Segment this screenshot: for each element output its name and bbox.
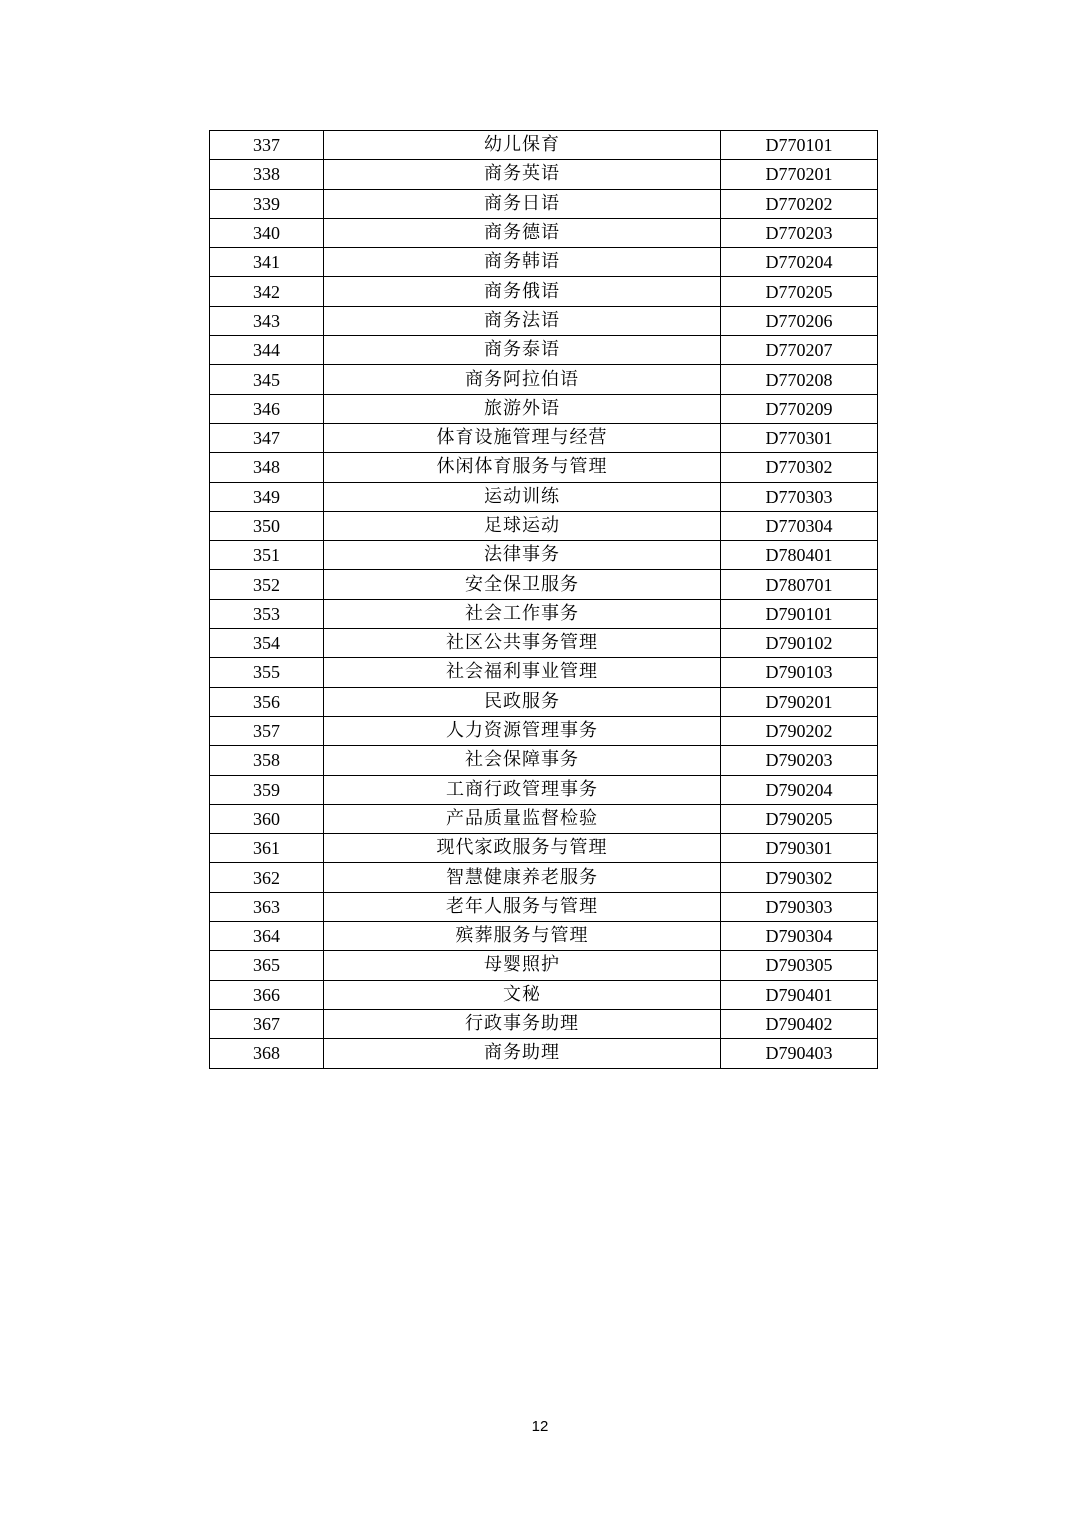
major-name-cell: 产品质量监督检验	[324, 804, 721, 833]
major-code-cell: D770203	[721, 218, 878, 247]
major-name-cell: 商务英语	[324, 160, 721, 189]
table-row	[210, 716, 878, 745]
row-number-cell: 352	[210, 570, 324, 599]
major-code-cell: D790302	[721, 863, 878, 892]
table-row	[210, 336, 878, 365]
row-number-cell: 343	[210, 306, 324, 335]
major-code-cell: D790303	[721, 892, 878, 921]
row-number-cell: 365	[210, 951, 324, 980]
major-name-cell: 社会工作事务	[324, 599, 721, 628]
table-row	[210, 951, 878, 980]
major-name-cell: 运动训练	[324, 482, 721, 511]
table-row	[210, 306, 878, 335]
row-number-cell: 354	[210, 629, 324, 658]
major-name-cell: 幼儿保育	[324, 131, 721, 160]
table-row	[210, 218, 878, 247]
major-name-cell: 社会保障事务	[324, 746, 721, 775]
row-number-cell: 347	[210, 423, 324, 452]
major-name-cell: 商务法语	[324, 306, 721, 335]
table-body	[210, 131, 878, 1069]
row-number-cell: 349	[210, 482, 324, 511]
major-code-cell: D770202	[721, 189, 878, 218]
row-number-cell: 366	[210, 980, 324, 1009]
table-row	[210, 892, 878, 921]
major-name-cell: 母婴照护	[324, 951, 721, 980]
major-name-cell: 行政事务助理	[324, 1009, 721, 1038]
major-code-cell: D780401	[721, 541, 878, 570]
major-name-cell: 老年人服务与管理	[324, 892, 721, 921]
major-name-cell: 安全保卫服务	[324, 570, 721, 599]
table-row	[210, 248, 878, 277]
table-row	[210, 570, 878, 599]
table-row	[210, 1039, 878, 1068]
table-row	[210, 453, 878, 482]
row-number-cell: 355	[210, 658, 324, 687]
table-row	[210, 746, 878, 775]
major-name-cell: 智慧健康养老服务	[324, 863, 721, 892]
row-number-cell: 345	[210, 365, 324, 394]
major-name-cell: 工商行政管理事务	[324, 775, 721, 804]
major-code-cell: D770208	[721, 365, 878, 394]
major-name-cell: 社会福利事业管理	[324, 658, 721, 687]
major-name-cell: 现代家政服务与管理	[324, 834, 721, 863]
major-code-cell: D790305	[721, 951, 878, 980]
row-number-cell: 346	[210, 394, 324, 423]
major-code-cell: D790403	[721, 1039, 878, 1068]
row-number-cell: 361	[210, 834, 324, 863]
row-number-cell: 362	[210, 863, 324, 892]
major-code-cell: D770209	[721, 394, 878, 423]
row-number-cell: 351	[210, 541, 324, 570]
major-name-cell: 法律事务	[324, 541, 721, 570]
row-number-cell: 341	[210, 248, 324, 277]
table-row	[210, 1009, 878, 1038]
major-name-cell: 商务俄语	[324, 277, 721, 306]
major-name-cell: 社区公共事务管理	[324, 629, 721, 658]
major-name-cell: 休闲体育服务与管理	[324, 453, 721, 482]
table-row	[210, 277, 878, 306]
table-row	[210, 189, 878, 218]
table-row	[210, 629, 878, 658]
row-number-cell: 356	[210, 687, 324, 716]
table-row	[210, 511, 878, 540]
major-code-cell: D770207	[721, 336, 878, 365]
major-code-cell: D770301	[721, 423, 878, 452]
major-name-cell: 商务德语	[324, 218, 721, 247]
row-number-cell: 337	[210, 131, 324, 160]
row-number-cell: 357	[210, 716, 324, 745]
major-name-cell: 商务日语	[324, 189, 721, 218]
major-code-cell: D770302	[721, 453, 878, 482]
major-code-cell: D770205	[721, 277, 878, 306]
major-code-cell: D770304	[721, 511, 878, 540]
major-name-cell: 殡葬服务与管理	[324, 922, 721, 951]
table-row	[210, 980, 878, 1009]
major-table	[209, 130, 878, 1069]
major-name-cell: 民政服务	[324, 687, 721, 716]
major-code-cell: D790101	[721, 599, 878, 628]
major-code-cell: D790205	[721, 804, 878, 833]
row-number-cell: 350	[210, 511, 324, 540]
major-name-cell: 旅游外语	[324, 394, 721, 423]
table-row	[210, 365, 878, 394]
major-code-cell: D770204	[721, 248, 878, 277]
row-number-cell: 359	[210, 775, 324, 804]
table-row	[210, 863, 878, 892]
major-code-cell: D790202	[721, 716, 878, 745]
major-code-cell: D790402	[721, 1009, 878, 1038]
major-name-cell: 体育设施管理与经营	[324, 423, 721, 452]
table-row	[210, 804, 878, 833]
major-name-cell: 商务韩语	[324, 248, 721, 277]
table-row	[210, 599, 878, 628]
major-code-cell: D790301	[721, 834, 878, 863]
major-code-cell: D790201	[721, 687, 878, 716]
table-row	[210, 423, 878, 452]
row-number-cell: 348	[210, 453, 324, 482]
major-name-cell: 足球运动	[324, 511, 721, 540]
row-number-cell: 363	[210, 892, 324, 921]
major-code-cell: D790103	[721, 658, 878, 687]
row-number-cell: 353	[210, 599, 324, 628]
row-number-cell: 358	[210, 746, 324, 775]
major-name-cell: 商务助理	[324, 1039, 721, 1068]
row-number-cell: 344	[210, 336, 324, 365]
table-row	[210, 687, 878, 716]
major-code-cell: D770201	[721, 160, 878, 189]
table-row	[210, 131, 878, 160]
major-name-cell: 商务阿拉伯语	[324, 365, 721, 394]
row-number-cell: 340	[210, 218, 324, 247]
table-row	[210, 394, 878, 423]
row-number-cell: 367	[210, 1009, 324, 1038]
table-row	[210, 541, 878, 570]
row-number-cell: 360	[210, 804, 324, 833]
major-code-cell: D790401	[721, 980, 878, 1009]
row-number-cell: 339	[210, 189, 324, 218]
table-row	[210, 834, 878, 863]
major-code-cell: D780701	[721, 570, 878, 599]
major-code-cell: D790203	[721, 746, 878, 775]
major-code-cell: D770303	[721, 482, 878, 511]
row-number-cell: 368	[210, 1039, 324, 1068]
major-name-cell: 人力资源管理事务	[324, 716, 721, 745]
table-row	[210, 775, 878, 804]
table-row	[210, 922, 878, 951]
table-row	[210, 482, 878, 511]
row-number-cell: 338	[210, 160, 324, 189]
major-code-cell: D790204	[721, 775, 878, 804]
row-number-cell: 342	[210, 277, 324, 306]
major-name-cell: 商务泰语	[324, 336, 721, 365]
major-name-cell: 文秘	[324, 980, 721, 1009]
table-row	[210, 160, 878, 189]
row-number-cell: 364	[210, 922, 324, 951]
major-code-cell: D770101	[721, 131, 878, 160]
major-code-cell: D790102	[721, 629, 878, 658]
table-row	[210, 658, 878, 687]
major-code-cell: D770206	[721, 306, 878, 335]
major-code-cell: D790304	[721, 922, 878, 951]
page-number: 12	[531, 1418, 549, 1435]
